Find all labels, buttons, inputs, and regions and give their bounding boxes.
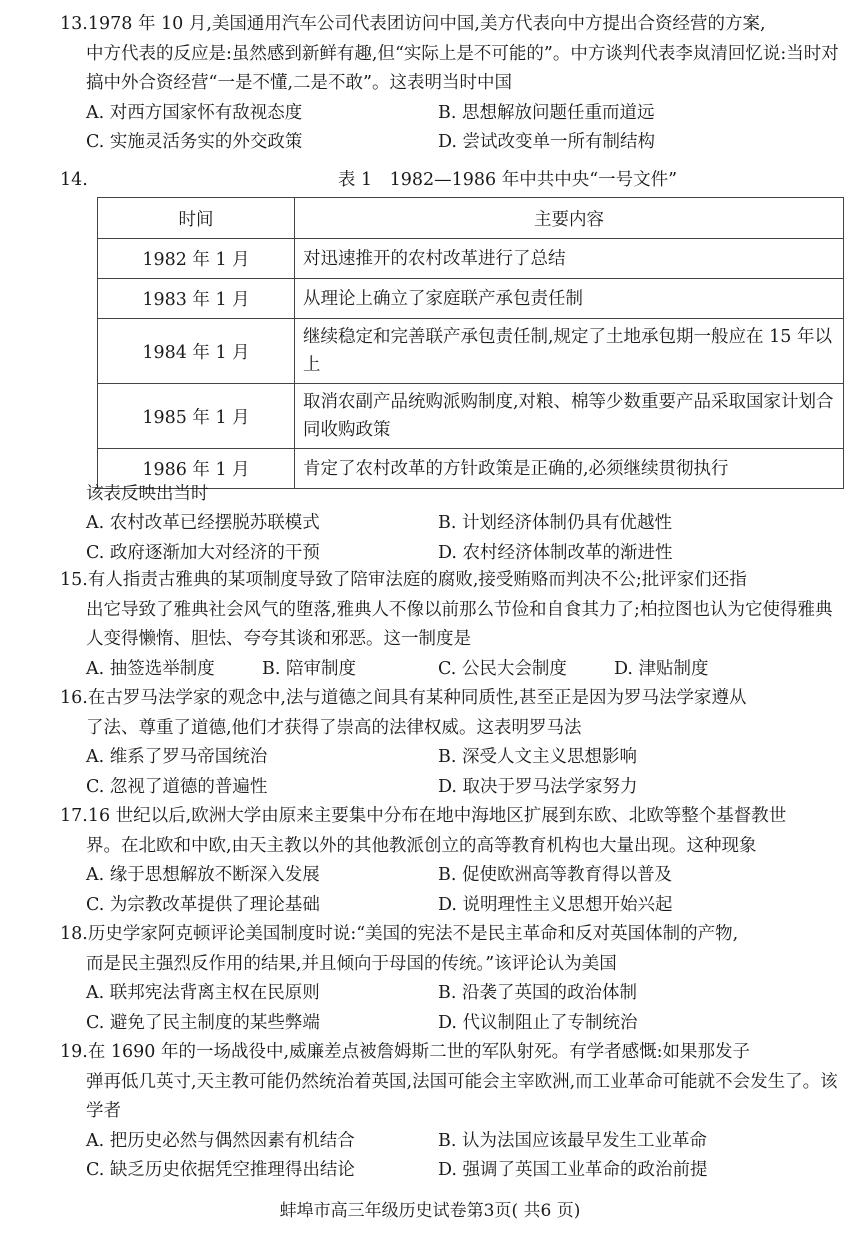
option-d: D. 取决于罗马法学家努力	[438, 776, 638, 797]
question-19	[60, 1038, 845, 1186]
question-15	[60, 566, 845, 684]
option-c: C. 为宗教改革提供了理论基础	[86, 894, 320, 915]
question-number: 17.	[60, 806, 88, 826]
options-row	[60, 861, 845, 891]
stem-line: 在 1690 年的一场战役中,威廉差点被詹姆斯二世的军队射死。有学者感慨:如果那发子	[87, 1042, 750, 1062]
table-row	[98, 449, 844, 489]
option-a: A. 抽签选举制度	[86, 658, 215, 679]
question-number: 15.	[60, 570, 88, 590]
option-a: A. 把历史必然与偶然因素有机结合	[86, 1130, 355, 1151]
question-19-stem	[60, 1038, 845, 1127]
stem-line: 历史学家阿克顿评论美国制度时说:“美国的宪法不是民主革命和反对英国体制的产物,	[87, 924, 739, 944]
column-header-time: 时间	[98, 198, 295, 239]
cell-content: 肯定了农村改革的方针政策是正确的,必须继续贯彻执行	[295, 449, 844, 489]
options-row	[60, 128, 845, 158]
table-row	[98, 279, 844, 319]
options-row	[60, 509, 845, 539]
question-14-options	[60, 509, 845, 568]
cell-time: 1983 年 1 月	[98, 279, 295, 319]
option-d: D. 尝试改变单一所有制结构	[438, 132, 656, 152]
cell-time: 1982 年 1 月	[98, 239, 295, 279]
stem-continuation: 界。在北欧和中欧,由天主教以外的其他教派创立的高等教育机构也大量出现。这种现象	[86, 835, 757, 856]
option-a: A. 维系了罗马帝国统治	[86, 747, 268, 767]
options-row	[60, 743, 845, 773]
question-13	[60, 10, 845, 158]
option-a: A. 联邦宪法背离主权在民原则	[86, 983, 320, 1003]
table-row	[98, 239, 844, 279]
question-14-caption	[60, 166, 845, 194]
cell-content: 对迅速推开的农村改革进行了总结	[295, 239, 844, 279]
option-b: B. 深受人文主义思想影响	[438, 747, 637, 767]
option-c: C. 避免了民主制度的某些弊端	[86, 1012, 320, 1033]
column-header-content: 主要内容	[295, 198, 844, 239]
options-row	[60, 1127, 845, 1157]
options-row	[60, 891, 845, 921]
question-number: 19.	[60, 1042, 88, 1062]
option-b: B. 认为法国应该最早发生工业革命	[438, 1130, 707, 1151]
option-c: C. 缺乏历史依据凭空推理得出结论	[86, 1160, 355, 1180]
cell-time: 1985 年 1 月	[98, 384, 295, 449]
stem-continuation: 而是民主强烈反作用的结果,并且倾向于母国的传统。”该评论认为美国	[86, 953, 617, 974]
option-a: A. 缘于思想解放不断深入发展	[86, 865, 320, 885]
table-caption: 表 1 1982—1986 年中共中央“一号文件”	[337, 170, 678, 190]
option-b: B. 思想解放问题任重而道远	[438, 102, 655, 123]
stem-line: 16 世纪以后,欧洲大学由原来主要集中分布在地中海地区扩展到东欧、北欧等整个基督教世	[87, 806, 787, 826]
question-number: 14.	[60, 170, 88, 190]
option-a: A. 农村改革已经摆脱苏联模式	[86, 513, 320, 533]
stem-continuation: 弹再低几英寸,天主教可能仍然统治着英国,法国可能会主宰欧洲,而工业革命可能就不会发生了。该学者	[86, 1071, 838, 1121]
stem-line: 在古罗马法学家的观念中,法与道德之间具有某种同质性,甚至正是因为罗马法学家遵从	[87, 688, 747, 708]
table-row	[98, 319, 844, 384]
options-row	[60, 1009, 845, 1039]
option-d: D. 说明理性主义思想开始兴起	[438, 894, 673, 915]
stem-line: 1978 年 10 月,美国通用汽车公司代表团访问中国,美方代表向中方提出合资经营的方案,	[87, 14, 766, 34]
question-number: 13.	[60, 14, 88, 34]
question-number: 18.	[60, 924, 88, 944]
question-16-stem	[60, 684, 845, 743]
cell-content: 取消农副产品统购派购制度,对粮、棉等少数重要产品采取国家计划合同收购政策	[295, 384, 844, 449]
stem-continuation: 中方代表的反应是:虽然感到新鲜有趣,但“实际上是不可能的”。中方谈判代表李岚清回忆说:当时对搞中外合资经营“一是不懂,二是不敢”。这表明当时中国	[86, 43, 839, 93]
cell-time: 1986 年 1 月	[98, 449, 295, 489]
question-18	[60, 920, 845, 1038]
question-15-stem	[60, 566, 845, 655]
cell-time: 1984 年 1 月	[98, 319, 295, 384]
page-footer: 蚌埠市高三年级历史试卷第3页( 共6 页)	[279, 1201, 581, 1221]
option-d: D. 代议制阻止了专制统治	[438, 1012, 638, 1033]
question-14-stem: 该表反映出当时	[86, 484, 209, 504]
options-row	[60, 99, 845, 129]
cell-content: 继续稳定和完善联产承包责任制,规定了土地承包期一般应在 15 年以上	[295, 319, 844, 384]
option-d: D. 强调了英国工业革命的政治前提	[438, 1160, 708, 1180]
data-table	[97, 197, 844, 489]
stem-line: 有人指责古雅典的某项制度导致了陪审法庭的腐败,接受贿赂而判决不公;批评家们还指	[87, 570, 747, 590]
stem-continuation: 了法、尊重了道德,他们才获得了崇高的法律权威。这表明罗马法	[86, 717, 582, 738]
options-row	[60, 979, 845, 1009]
question-17-stem	[60, 802, 845, 861]
option-b: B. 促使欧洲高等教育得以普及	[438, 865, 672, 885]
option-a: A. 对西方国家怀有敌视态度	[86, 102, 303, 123]
option-c: C. 忽视了道德的普遍性	[86, 776, 268, 797]
question-number: 16.	[60, 688, 88, 708]
option-c: C. 实施灵活务实的外交政策	[86, 132, 303, 152]
option-c: C. 公民大会制度	[438, 658, 567, 679]
option-d: D. 农村经济体制改革的渐进性	[438, 542, 673, 563]
question-18-stem	[60, 920, 845, 979]
options-row	[60, 773, 845, 803]
option-b: B. 计划经济体制仍具有优越性	[438, 513, 672, 533]
option-b: B. 陪审制度	[262, 658, 356, 679]
options-row	[60, 1156, 845, 1186]
options-row	[60, 539, 845, 569]
option-c: C. 政府逐渐加大对经济的干预	[86, 542, 320, 563]
question-17	[60, 802, 845, 920]
question-13-stem	[60, 10, 845, 99]
stem-continuation: 出它导致了雅典社会风气的堕落,雅典人不像以前那么节俭和自食其力了;柏拉图也认为它使得雅典人变得懒惰、胆怯、夸夸其谈和邪恶。这一制度是	[86, 599, 833, 649]
table-row	[98, 384, 844, 449]
options-row	[60, 655, 845, 685]
option-d: D. 津贴制度	[614, 658, 709, 679]
question-16	[60, 684, 845, 802]
option-b: B. 沿袭了英国的政治体制	[438, 983, 637, 1003]
table-header-row	[98, 198, 844, 239]
cell-content: 从理论上确立了家庭联产承包责任制	[295, 279, 844, 319]
